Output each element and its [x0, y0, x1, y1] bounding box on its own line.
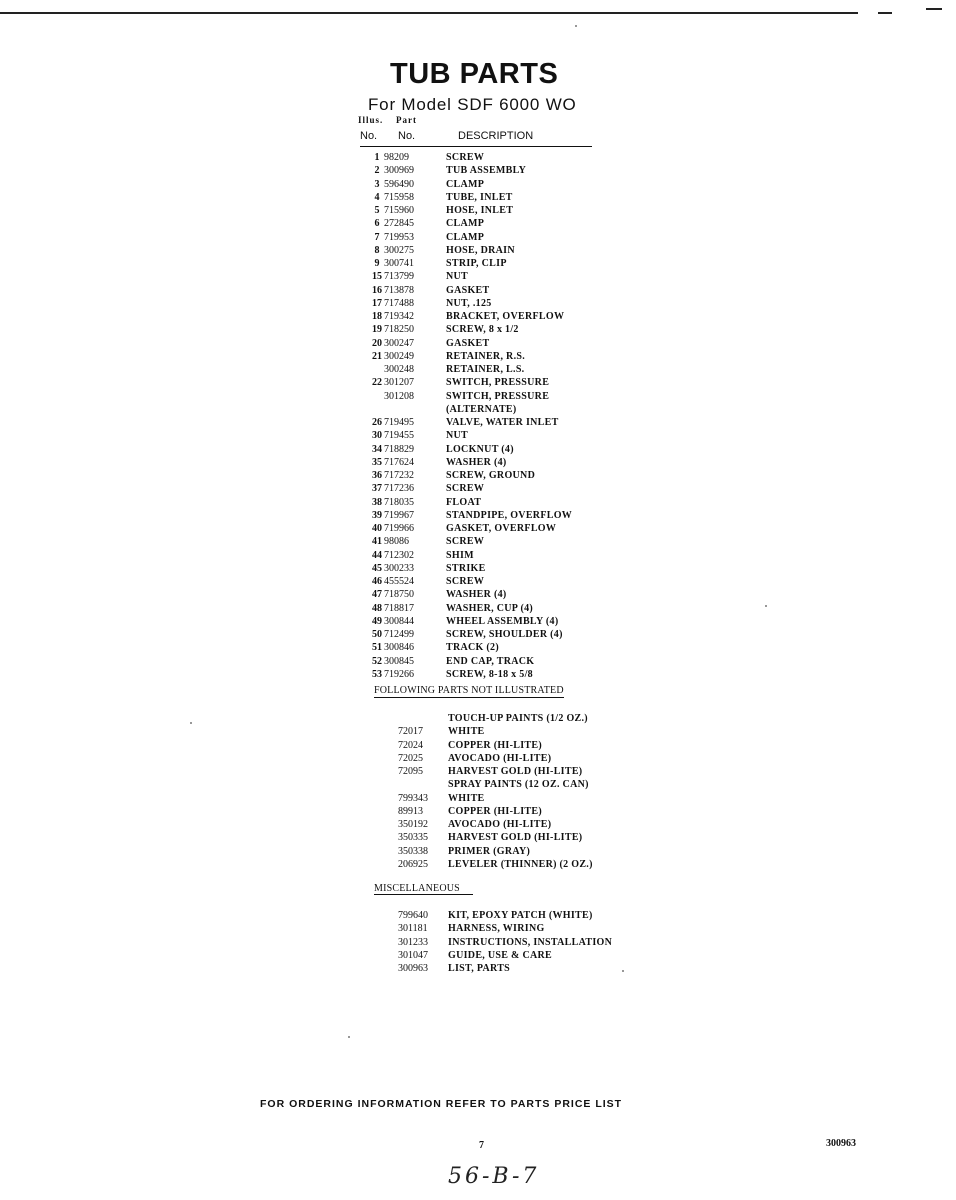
table-row [360, 376, 620, 389]
illus-number: 26 [372, 417, 382, 428]
table-row [360, 310, 620, 323]
part-description: STRIKE [446, 562, 486, 574]
part-description: END CAP, TRACK [446, 655, 535, 667]
handwritten-note: 56-B-7 [448, 1164, 540, 1189]
part-number: 713799 [384, 271, 414, 283]
part-number: 300275 [384, 244, 414, 256]
illus-number: 21 [372, 350, 382, 362]
part-number: 300248 [384, 364, 414, 375]
illus-number: 49 [372, 615, 382, 627]
part-number: 455524 [384, 576, 414, 587]
part-number: 301208 [384, 390, 414, 402]
part-description: HOSE, INLET [446, 205, 514, 216]
part-number: 89913 [398, 805, 423, 817]
part-number: 712302 [384, 549, 414, 561]
part-number: 719967 [384, 509, 414, 521]
part-number: 272845 [384, 218, 414, 230]
table-row [360, 297, 620, 310]
part-number: 719266 [384, 668, 414, 680]
part-description: INSTRUCTIONS, INSTALLATION [448, 936, 613, 948]
part-description: TUBE, INLET [446, 191, 513, 203]
part-number: 719495 [384, 417, 414, 428]
illus-number: 44 [372, 549, 382, 561]
illus-number: 1 [374, 152, 380, 163]
illus-number: 8 [374, 244, 380, 256]
list-item [386, 922, 646, 935]
part-number: 300963 [398, 963, 428, 974]
part-description: CLAMP [446, 231, 485, 243]
illus-number: 53 [372, 668, 382, 680]
illus-number: 34 [372, 443, 382, 455]
part-description: SCREW [446, 576, 485, 587]
part-number: 300233 [384, 562, 414, 574]
illus-number: 30 [372, 430, 382, 442]
scan-speck [765, 605, 767, 607]
illus-number: 36 [372, 470, 382, 481]
illus-number: 41 [372, 536, 382, 548]
part-number: 300845 [384, 655, 414, 667]
part-description: STRIP, CLIP [446, 258, 507, 269]
illus-number: 39 [372, 509, 382, 521]
part-description: HARNESS, WIRING [448, 923, 545, 935]
illus-number: 17 [372, 297, 382, 309]
illus-number: 9 [374, 258, 380, 269]
list-item [386, 778, 646, 791]
table-row [360, 575, 620, 588]
scan-speck [575, 25, 577, 27]
illus-number: 52 [372, 655, 382, 667]
table-row [360, 363, 620, 376]
illus-number: 19 [372, 324, 382, 336]
illus-no-header: No. [360, 130, 378, 142]
illus-number: 6 [374, 218, 380, 230]
not-illustrated-list [386, 712, 646, 871]
table-row [360, 535, 620, 548]
table-row [360, 496, 620, 509]
illus-number: 18 [372, 311, 382, 322]
part-number: 715960 [384, 205, 414, 216]
not-illustrated-heading: FOLLOWING PARTS NOT ILLUSTRATED [374, 685, 564, 696]
part-description: GASKET, OVERFLOW [446, 523, 557, 534]
list-item [386, 792, 646, 805]
part-number: 72095 [398, 766, 423, 777]
table-row [360, 191, 620, 204]
illus-number: 48 [372, 602, 382, 614]
table-row [360, 522, 620, 535]
part-description: (ALTERNATE) [446, 403, 517, 415]
part-number: 206925 [398, 858, 428, 870]
part-description: RETAINER, L.S. [446, 364, 525, 375]
table-row [360, 509, 620, 522]
table-row [360, 562, 620, 575]
page-title: TUB PARTS [390, 58, 559, 90]
part-number: 98086 [384, 536, 409, 548]
illus-header: Illus. [358, 115, 384, 125]
part-description: STANDPIPE, OVERFLOW [446, 509, 573, 521]
table-row [360, 443, 620, 456]
part-number: 350192 [398, 819, 428, 830]
part-number: 719966 [384, 523, 414, 534]
part-description: SHIM [446, 549, 474, 561]
part-number: 301181 [398, 923, 428, 935]
illus-number: 50 [372, 629, 382, 640]
part-description: TUB ASSEMBLY [446, 165, 527, 177]
list-item [386, 845, 646, 858]
part-number: 300247 [384, 337, 414, 349]
miscellaneous-list [386, 909, 646, 975]
scan-speck [348, 1036, 350, 1038]
part-description: HARVEST GOLD (HI-LITE) [448, 832, 583, 844]
part-description: RETAINER, R.S. [446, 350, 526, 362]
part-description: SCREW [446, 483, 485, 495]
part-description: SCREW, SHOULDER (4) [446, 629, 563, 640]
illus-number: 37 [372, 483, 382, 495]
table-row [360, 429, 620, 442]
list-item [386, 765, 646, 778]
part-number: 72024 [398, 739, 423, 751]
part-number: 350335 [398, 832, 428, 844]
illus-number: 46 [372, 576, 382, 587]
illus-number: 35 [372, 456, 382, 468]
part-description: COPPER (HI-LITE) [448, 805, 542, 817]
part-description: NUT, .125 [446, 297, 492, 309]
table-row [360, 178, 620, 191]
part-description: GASKET [446, 284, 490, 296]
top-rule-dash [878, 12, 892, 14]
part-description: VALVE, WATER INLET [446, 417, 559, 428]
part-description: LIST, PARTS [448, 963, 511, 974]
part-number: 717236 [384, 483, 414, 495]
part-description: SCREW, GROUND [446, 470, 536, 481]
illus-number: 22 [372, 377, 382, 389]
table-row [360, 164, 620, 177]
document-number: 300963 [826, 1138, 856, 1149]
ordering-footer: FOR ORDERING INFORMATION REFER TO PARTS PRICE LIST [260, 1098, 623, 1110]
table-row [360, 350, 620, 363]
table-row [360, 151, 620, 164]
part-description: FLOAT [446, 496, 482, 508]
list-item [386, 752, 646, 765]
description-header: DESCRIPTION [458, 130, 534, 142]
table-row [360, 602, 620, 615]
part-number: 718829 [384, 443, 414, 455]
list-item [386, 739, 646, 752]
table-row [360, 641, 620, 654]
table-row [360, 403, 620, 416]
part-number: 301047 [398, 949, 428, 961]
illus-number: 5 [374, 205, 380, 216]
list-item [386, 858, 646, 871]
part-description: AVOCADO (HI-LITE) [448, 819, 552, 830]
table-row [360, 204, 620, 217]
part-number: 717488 [384, 297, 414, 309]
part-description: NUT [446, 271, 469, 283]
list-item [386, 831, 646, 844]
part-number: 718035 [384, 496, 414, 508]
part-description: PRIMER (GRAY) [448, 845, 531, 857]
list-item [386, 818, 646, 831]
part-number: 717232 [384, 470, 414, 481]
part-description: SWITCH, PRESSURE [446, 377, 550, 389]
part-number: 719342 [384, 311, 414, 322]
table-row [360, 231, 620, 244]
list-item [386, 712, 646, 725]
list-item [386, 725, 646, 738]
table-row [360, 244, 620, 257]
illus-number: 40 [372, 523, 382, 534]
table-row [360, 337, 620, 350]
table-row [360, 655, 620, 668]
part-description: LOCKNUT (4) [446, 443, 514, 455]
part-number: 718250 [384, 324, 414, 336]
part-number: 350338 [398, 845, 428, 857]
part-number: 98209 [384, 152, 409, 163]
illus-number: 15 [372, 271, 382, 283]
part-number: 301233 [398, 936, 428, 948]
illus-number: 4 [374, 191, 380, 203]
part-number: 300846 [384, 642, 414, 654]
part-description: SCREW, 8 x 1/2 [446, 324, 519, 336]
model-subtitle: For Model SDF 6000 WO [368, 95, 577, 114]
part-number: 301207 [384, 377, 414, 389]
illus-number: 47 [372, 589, 382, 601]
part-description: GASKET [446, 337, 490, 349]
part-number: 719455 [384, 430, 414, 442]
table-row [360, 217, 620, 230]
illus-number: 45 [372, 562, 382, 574]
illus-number: 20 [372, 337, 382, 349]
miscellaneous-heading: MISCELLANEOUS [374, 883, 460, 894]
table-row [360, 668, 620, 681]
part-description: WHITE [448, 726, 485, 738]
part-number: 717624 [384, 456, 414, 468]
illus-number: 38 [372, 496, 382, 508]
table-row [360, 456, 620, 469]
part-number: 72025 [398, 752, 423, 764]
illus-number: 2 [374, 165, 380, 177]
page-number: 7 [479, 1140, 484, 1151]
top-rule-dash [926, 8, 942, 10]
part-description: COPPER (HI-LITE) [448, 739, 542, 751]
table-row [360, 588, 620, 601]
part-number: 72017 [398, 726, 423, 738]
part-no-header: No. [398, 130, 416, 142]
part-description: WHEEL ASSEMBLY (4) [446, 615, 559, 627]
part-number: 718817 [384, 602, 414, 614]
part-description: SPRAY PAINTS (12 OZ. CAN) [448, 779, 589, 791]
table-row [360, 549, 620, 562]
part-number: 300741 [384, 258, 414, 269]
table-row [360, 390, 620, 403]
table-row [360, 615, 620, 628]
scan-speck [190, 722, 192, 724]
part-description: HARVEST GOLD (HI-LITE) [448, 766, 583, 777]
list-item [386, 949, 646, 962]
list-item [386, 805, 646, 818]
part-number: 719953 [384, 231, 414, 243]
table-row [360, 628, 620, 641]
part-description: TRACK (2) [446, 642, 499, 654]
list-item [386, 909, 646, 922]
illus-number: 16 [372, 284, 382, 296]
part-number: 596490 [384, 178, 414, 190]
part-description: GUIDE, USE & CARE [448, 949, 553, 961]
part-description: SWITCH, PRESSURE [446, 390, 550, 402]
part-description: BRACKET, OVERFLOW [446, 311, 565, 322]
top-rule [0, 12, 858, 14]
part-number: 300969 [384, 165, 414, 177]
table-row [360, 257, 620, 270]
part-description: SCREW [446, 152, 485, 163]
part-description: SCREW [446, 536, 485, 548]
part-description: CLAMP [446, 218, 485, 230]
part-description: SCREW, 8-18 x 5/8 [446, 668, 533, 680]
list-item [386, 962, 646, 975]
part-number: 713878 [384, 284, 414, 296]
part-description: CLAMP [446, 178, 485, 190]
part-number: 300844 [384, 615, 414, 627]
scan-speck [622, 970, 624, 972]
part-number: 715958 [384, 191, 414, 203]
illus-number: 51 [372, 642, 382, 654]
part-description: WASHER, CUP (4) [446, 602, 534, 614]
table-row [360, 270, 620, 283]
column-header [360, 130, 592, 147]
part-description: KIT, EPOXY PATCH (WHITE) [448, 910, 593, 921]
parts-table [360, 151, 620, 681]
table-row [360, 323, 620, 336]
part-number: 718750 [384, 589, 414, 601]
part-number: 799343 [398, 792, 428, 804]
table-row [360, 416, 620, 429]
table-row [360, 284, 620, 297]
part-description: WHITE [448, 792, 485, 804]
part-number: 712499 [384, 629, 414, 640]
part-description: AVOCADO (HI-LITE) [448, 752, 552, 764]
part-number: 799640 [398, 910, 428, 921]
part-description: WASHER (4) [446, 589, 507, 601]
part-description: TOUCH-UP PAINTS (1/2 OZ.) [448, 713, 588, 724]
part-description: LEVELER (THINNER) (2 OZ.) [448, 858, 593, 870]
part-description: WASHER (4) [446, 456, 507, 468]
illus-number: 3 [374, 178, 380, 190]
list-item [386, 936, 646, 949]
part-description: HOSE, DRAIN [446, 244, 515, 256]
part-description: NUT [446, 430, 469, 442]
part-header: Part [396, 115, 417, 125]
table-row [360, 469, 620, 482]
illus-number: 7 [374, 231, 380, 243]
part-number: 300249 [384, 350, 414, 362]
table-row [360, 482, 620, 495]
